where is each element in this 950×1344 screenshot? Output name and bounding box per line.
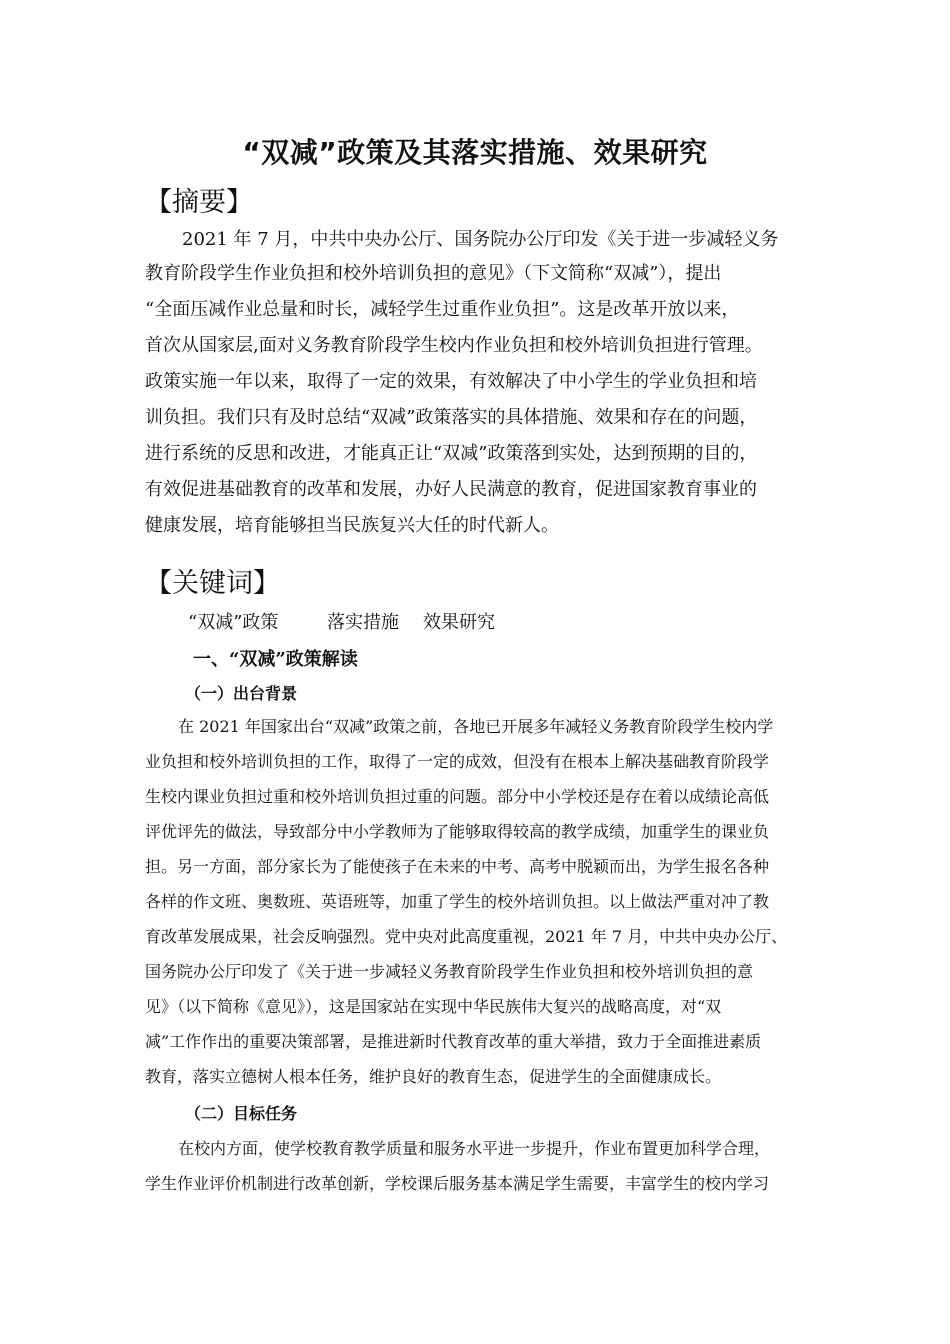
abstract-line: 进行系统的反思和改进，才能真正让“双减”政策落到实处，达到预期的目的， — [145, 443, 758, 464]
abstract-line: 政策实施一年以来，取得了一定的效果，有效解决了中小学生的学业负担和培 — [145, 371, 757, 392]
abstract-line: “全面压减作业总量和时长，减轻学生过重作业负担”。这是改革开放以来， — [145, 299, 740, 320]
body-line: 评优评先的做法，导致部分中小学教师为了能够取得较高的教学成绩，加重学生的课业负 — [145, 822, 770, 841]
body-line: 育改革发展成果，社会反响强烈。党中央对此高度重视，2021 年 7 月，中共中央办公厅、 — [145, 927, 788, 946]
body-line: 见》（以下简称《意见》），这是国家站在实现中华民族伟大复兴的战略高度，对“双 — [145, 997, 722, 1016]
document-title: “双减”政策及其落实措施、效果研究 — [242, 136, 708, 169]
body-line: 担。另一方面，部分家长为了能使孩子在未来的中考、高考中脱颖而出，为学生报名各种 — [145, 857, 770, 876]
keyword-item: 落实措施 — [327, 612, 399, 633]
body-line: 各样的作文班、奥数班、英语班等，加重了学生的校外培训负担。以上做法严重对冲了教 — [145, 892, 770, 911]
keywords-heading: 【关键词】 — [145, 568, 280, 599]
section-heading: 一、“双减”政策解读 — [193, 649, 358, 670]
body-line: 国务院办公厅印发了《关于进一步减轻义务教育阶段学生作业负担和校外培训负担的意 — [145, 962, 754, 981]
subsection-heading: （一）出台背景 — [185, 684, 298, 703]
body-line: 在 2021 年国家出台“双减”政策之前，各地已开展多年减轻义务教育阶段学生校内学 — [178, 717, 774, 736]
body-line: 业负担和校外培训负担的工作，取得了一定的成效，但没有在根本上解决基础教育阶段学 — [145, 752, 770, 771]
abstract-line: 2021 年 7 月，中共中央办公厅、国务院办公厅印发《关于进一步减轻义务 — [182, 229, 779, 250]
abstract-line: 健康发展，培育能够担当民族复兴大任的时代新人。 — [145, 515, 559, 536]
abstract-heading: 【摘要】 — [145, 187, 253, 218]
body-line: 在校内方面，使学校教育教学质量和服务水平进一步提升，作业布置更加科学合理， — [178, 1139, 771, 1158]
abstract-line: 首次从国家层,面对义务教育阶段学生校内作业负担和校外培训负担进行管理。 — [145, 335, 763, 356]
abstract-line: 训负担。我们只有及时总结“双减”政策落实的具体措施、效果和存在的问题， — [145, 407, 758, 428]
body-line: 教育，落实立德树人根本任务，维护良好的教育生态，促进学生的全面健康成长。 — [145, 1067, 722, 1086]
keyword-item: “双减”政策 — [188, 612, 279, 633]
keyword-item: 效果研究 — [423, 612, 495, 633]
body-line: 生校内课业负担过重和校外培训负担过重的问题。部分中小学校还是存在着以成绩论高低 — [145, 787, 770, 806]
body-line: 减”工作作出的重要决策部署，是推进新时代教育改革的重大举措，致力于全面推进素质 — [145, 1032, 762, 1051]
body-line: 学生作业评价机制进行改革创新，学校课后服务基本满足学生需要，丰富学生的校内学习 — [145, 1174, 770, 1193]
abstract-line: 有效促进基础教育的改革和发展，办好人民满意的教育，促进国家教育事业的 — [145, 479, 757, 500]
abstract-line: 教育阶段学生作业负担和校外培训负担的意见》（下文简称“双减”），提出 — [145, 263, 722, 284]
subsection-heading: （二）目标任务 — [185, 1104, 298, 1123]
